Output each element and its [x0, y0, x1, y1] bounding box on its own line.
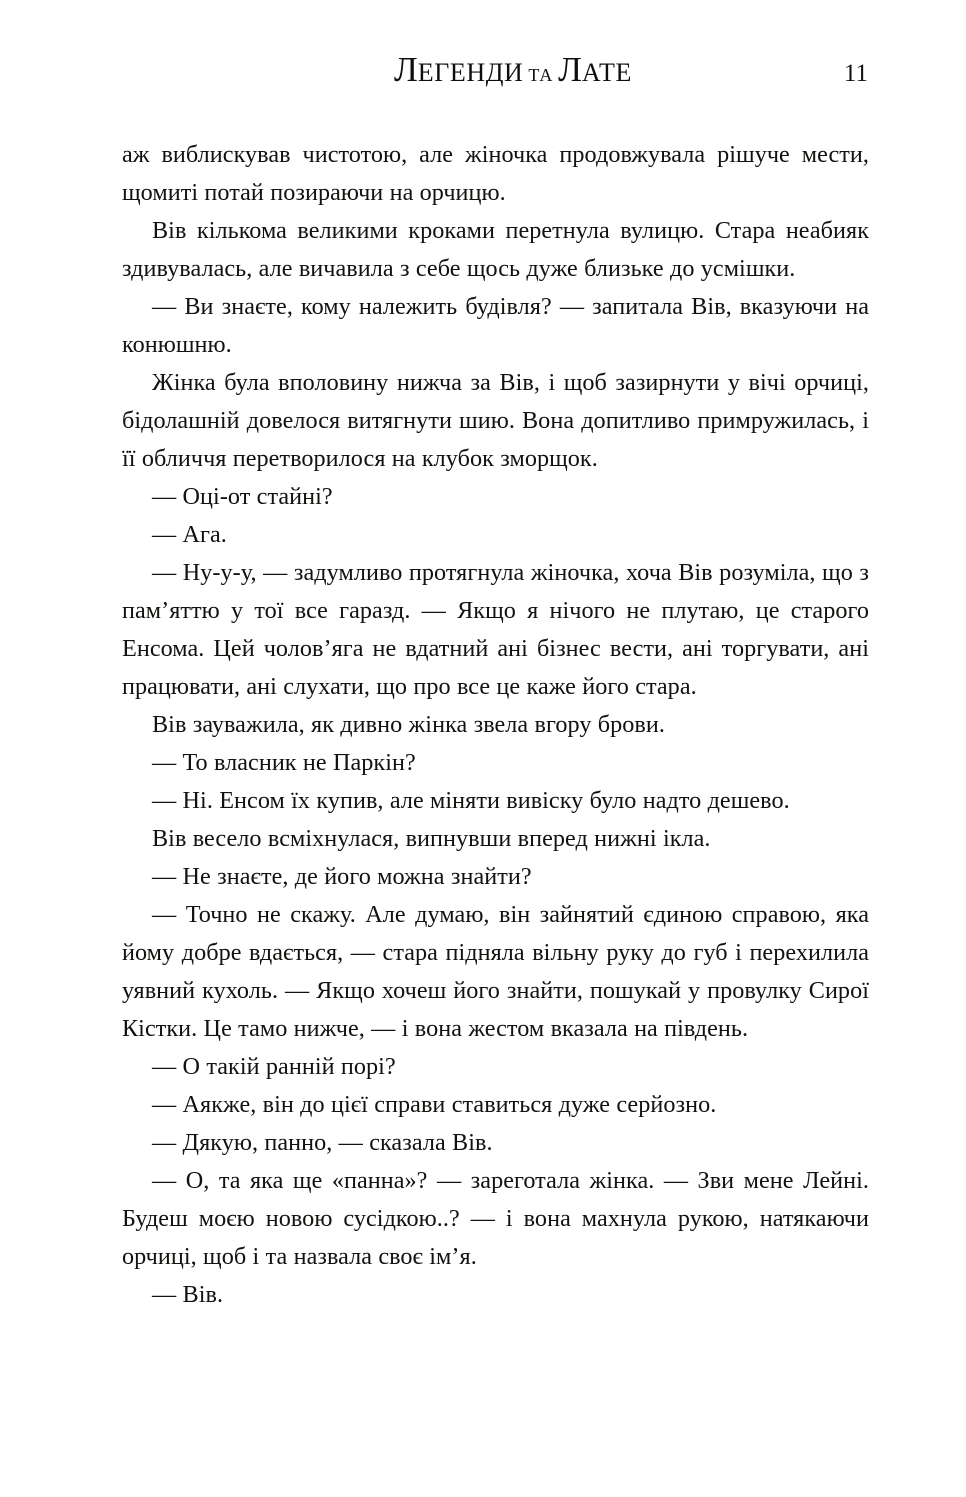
paragraph: аж виблискував чистотою, але жіночка продовжувала рішуче мести, щомиті потай позираючи на орчицю.: [122, 141, 869, 206]
paragraph: Жінка була вполовину нижча за Вів, і щоб зазирнути у вічі орчиці, бідолашній довелося витягнути шию. Вона допитливо примружилась, і її обличчя перетворилося на клубок зморщок.: [122, 369, 869, 472]
paragraph-dialogue: — То власник не Паркін?: [152, 749, 416, 776]
paragraph-dialogue: — Аякже, він до цієї справи ставиться дуже серйозно.: [152, 1091, 717, 1118]
title-initial-cap-1: Л: [393, 50, 418, 89]
title-word-1: ЕГЕНДИ: [417, 58, 524, 87]
paragraph-dialogue: — Точно не скажу. Але думаю, він зайнятий єдиною справою, яка йому добре вдається, — стара підняла вільну руку до губ і перехилила уявний кухоль. — Якщо хочеш його знайти, пошукай у провулку Сирої Кістки. Це тамо нижче, — і вона жестом вказала на південь.: [122, 901, 869, 1042]
title-conjunction: ТА: [528, 65, 554, 85]
paragraph-dialogue: — Оці-от стайні?: [152, 483, 333, 510]
paragraph-dialogue: — Не знаєте, де його можна знайти?: [152, 863, 532, 890]
paragraph-dialogue: — Вів.: [152, 1281, 224, 1308]
paragraph-dialogue: — Дякую, панно, — сказала Вів.: [152, 1129, 493, 1156]
paragraph-dialogue: — Ні. Енсом їх купив, але міняти вивіску було надто дешево.: [152, 787, 790, 814]
body-text-block: [122, 136, 869, 1314]
paragraph: Вів весело всміхнулася, випнувши вперед нижні ікла.: [152, 825, 711, 852]
paragraph-dialogue: — Ага.: [152, 521, 227, 548]
paragraph: Вів кількома великими кроками перетнула вулицю. Стара неабияк здивувалась, але вичавила з себе щось дуже близьке до усмішки.: [122, 217, 869, 282]
paragraph-dialogue: — О такій ранній порі?: [152, 1053, 396, 1080]
paragraph-dialogue: — Ну-у-у, — задумливо протягнула жіночка, хоча Вів розуміла, що з пам’яттю у тої все гаразд. — Якщо я нічого не плутаю, це старого Енсома. Цей чолов’яга не вдатний ані бізнес вести, ані торгувати, ані працювати, ані слухати, що про все це каже його стара.: [122, 559, 869, 700]
title-initial-cap-2: Л: [558, 50, 582, 89]
running-head: [122, 52, 868, 96]
paragraph: Вів зауважила, як дивно жінка звела вгору брови.: [152, 711, 665, 738]
title-word-2: АТЕ: [581, 58, 632, 87]
running-head-title: [122, 52, 844, 87]
paragraph-dialogue: — Ви знаєте, кому належить будівля? — запитала Вів, вказуючи на конюшню.: [122, 293, 869, 358]
paragraph-dialogue: — О, та яка ще «панна»? — зареготала жінка. — Зви мене Лейні. Будеш моєю новою сусідкою..? — і вона махнула рукою, натякаючи орчиці, щоб і та назвала своє ім’я.: [122, 1167, 869, 1270]
page-number: 11: [843, 60, 868, 87]
